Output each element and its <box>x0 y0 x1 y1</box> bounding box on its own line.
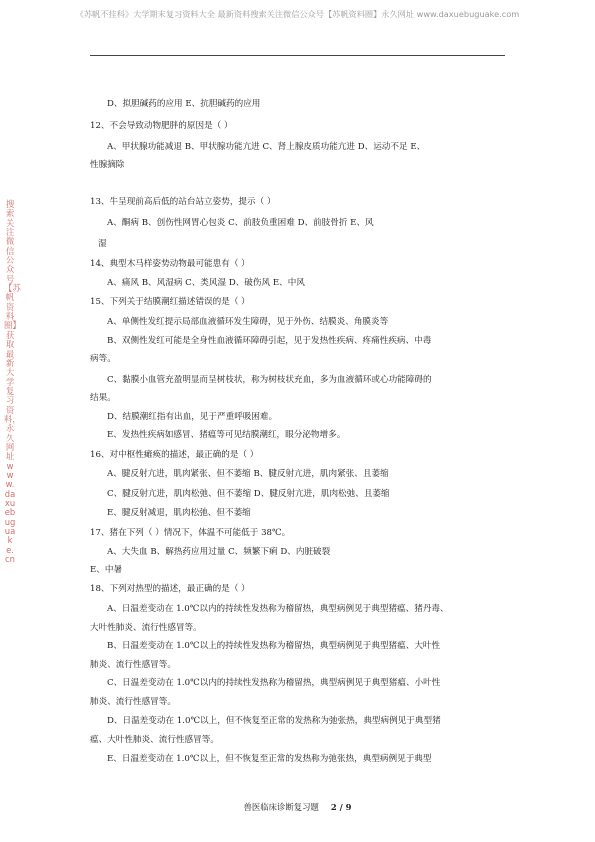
option-line: D、拟胆碱药的应用 E、抗胆碱药的应用 <box>107 99 261 109</box>
option-line: C、日温差变动在 1.0℃以内的持续性发热称为稽留热，典型病例见于典型猪瘟、小叶性 <box>107 678 441 688</box>
option-line: E、日温差变动在 1.0℃以上，但不恢复至正常的发热称为弛张热，典型病例见于典型 <box>107 754 432 764</box>
option-line-cont: 大叶性肺炎、流行性感冒等。 <box>90 623 202 633</box>
option-line-cont: 瘟、大叶性肺炎、流行性感冒等。 <box>90 735 219 745</box>
option-line: A、日温差变动在 1.0℃以内的持续性发热称为稽留热，典型病例见于典型猪瘟、猪丹毒、 <box>107 604 449 614</box>
option-line-cont: 性腺摘除 <box>90 160 125 170</box>
header-rule <box>90 55 505 56</box>
question-15: 15、下列关于结膜潮红描述错误的是（ ） <box>90 297 250 307</box>
option-line-cont: 病等。 <box>90 354 116 364</box>
question-14: 14、典型木马样姿势动物最可能患有（ ） <box>90 259 250 269</box>
option-line: E、发热性疾病如感冒、猪瘟等可见结膜潮红，眼分泌物增多。 <box>107 430 346 440</box>
option-line: A、甲状腺功能减退 B、甲状腺功能亢进 C、肾上腺皮质功能亢进 D、运动不足 E、 <box>107 142 426 152</box>
option-line-cont: 结果。 <box>90 393 116 403</box>
option-line-cont: 湿 <box>98 239 107 249</box>
page-header-watermark: 《苏帆不挂科》大学期末复习资料大全 最新资料搜索关注微信公众号【苏帆资料圈】永久网址 www.daxuebuguake.com <box>75 9 520 19</box>
page-footer <box>0 801 595 813</box>
question-13: 13、牛呈现前高后低的站台站立姿势，提示（ ） <box>90 197 276 207</box>
option-line-cont: 肺炎、流行性感冒等。 <box>90 697 176 707</box>
option-line: A、痛风 B、风湿病 C、类风湿 D、破伤风 E、中风 <box>107 278 305 288</box>
side-watermark: 搜索关注微信公众号【苏帆资料圈】获取最新大学复习资料，永久网址www.daxuebuguake.cn <box>4 199 21 565</box>
page-number: 2 / 9 <box>330 802 352 812</box>
option-line: D、结膜潮红指有出血，见于严重呼吸困难。 <box>107 412 278 422</box>
option-line: A、酮病 B、创伤性网胃心包炎 C、前肢负重困难 D、前肢骨折 E、风 <box>107 218 374 228</box>
option-line: A、单侧性发红提示局部血液循环发生障碍，见于外伤、结膜炎、角膜炎等 <box>107 317 389 327</box>
option-line: B、日温差变动在 1.0℃以上的持续性发热称为稽留热，典型病例见于典型猪瘟、大叶性 <box>107 641 441 651</box>
option-line: A、腱反射亢进，肌肉紧张、但不萎缩 B、腱反射亢进，肌肉紧张、且萎缩 <box>107 469 389 479</box>
option-line: C、黏膜小血管充盈明显而呈树枝状，称为树枝状充血，多为血液循环或心功能障碍的 <box>107 375 432 385</box>
option-line: B、双侧性发红可能是全身性血液循环障碍引起，见于发热性疾病、疼痛性疾病、中毒 <box>107 336 432 346</box>
question-12: 12、不会导致动物肥胖的原因是（ ） <box>90 121 233 131</box>
option-line-cont: E、中暑 <box>90 565 123 575</box>
option-line-cont: 肺炎、流行性感冒等。 <box>90 660 176 670</box>
option-line: C、腱反射亢进，肌肉松弛、但不萎缩 D、腱反射亢进，肌肉松弛、且萎缩 <box>107 489 390 499</box>
question-16: 16、对中枢性瘫痪的描述，最正确的是（ ） <box>90 450 259 460</box>
option-line: E、腱反射减退，肌肉松弛、但不萎缩 <box>107 508 251 518</box>
option-line: D、日温差变动在 1.0℃以上，但不恢复至正常的发热称为弛张热，典型病例见于典型猪 <box>107 716 441 726</box>
footer-title: 兽医临床诊断复习题 <box>243 802 319 812</box>
option-line: A、大失血 B、解热药应用过量 C、频繁下痢 D、内脏破裂 <box>107 547 331 557</box>
question-17: 17、猪在下列（ ）情况下，体温不可能低于 38℃。 <box>90 528 291 538</box>
question-18: 18、下列对热型的描述，最正确的是（ ） <box>90 584 250 594</box>
